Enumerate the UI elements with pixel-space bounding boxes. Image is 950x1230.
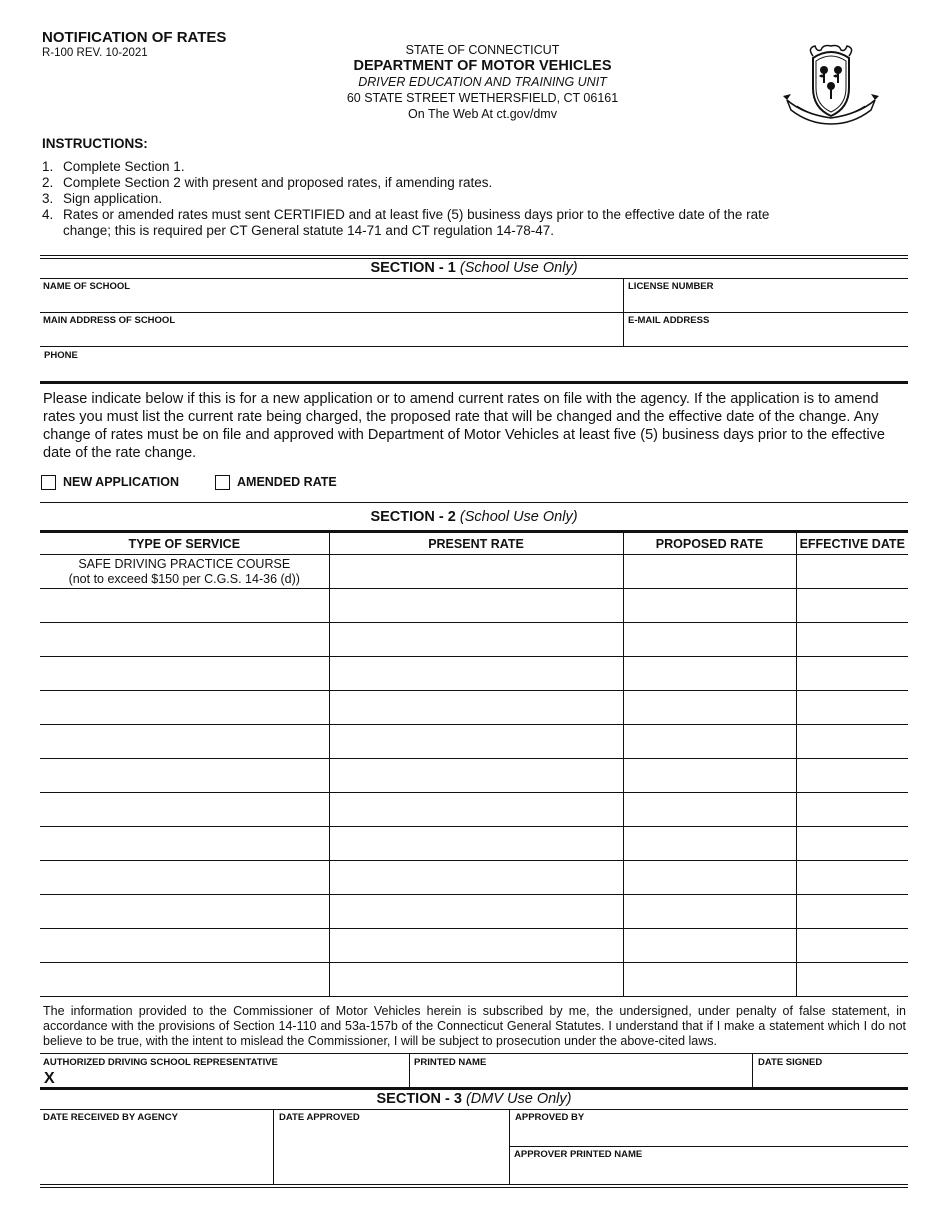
instruction-item: 4. Rates or amended rates must sent CERTIFIED and at least five (5) business days prior to the effective date of the rate change; this is required per CT General statute 14-71 and CT regulation 14-78-47. [42,207,770,238]
divider [40,346,908,347]
explanation-paragraph: Please indicate below if this is for a new application or to amend current rates on file with the agency. If the application is to amend rates you must list the current rate being charged, the proposed rate that will be changed and the effective date of the change. Any change of rates must be on file and approved with Department of Motor Vehicles at least five (5) business days prior to the effective date of the rate change. [43,391,885,461]
present-rate-cell[interactable] [329,657,623,691]
divider [40,1053,908,1054]
section-2-title: SECTION - 2 (School Use Only) [370,509,578,525]
representative-label: AUTHORIZED DRIVING SCHOOL REPRESENTATIVE [43,1057,278,1068]
agency-header [300,42,665,122]
form-revision: R-100 REV. 10-2021 [42,47,148,59]
printed-name-label: PRINTED NAME [414,1057,487,1068]
type-of-service-cell[interactable] [40,759,329,793]
email-address-label: E-MAIL ADDRESS [628,315,710,326]
main-address-field[interactable] [40,326,620,346]
effective-date-cell[interactable] [796,963,908,997]
table-row [40,555,908,589]
type-of-service-cell[interactable] [40,963,329,997]
type-of-service-cell[interactable] [40,895,329,929]
present-rate-cell[interactable] [329,895,623,929]
proposed-rate-cell[interactable] [623,691,796,725]
type-of-service-cell[interactable] [40,657,329,691]
table-row [40,691,908,725]
proposed-rate-cell[interactable] [623,589,796,623]
type-of-service-cell[interactable] [40,725,329,759]
present-rate-cell[interactable] [329,759,623,793]
date-signed-label: DATE SIGNED [758,1057,823,1068]
effective-date-cell[interactable] [796,827,908,861]
effective-date-cell[interactable] [796,759,908,793]
divider [509,1146,908,1147]
divider [273,1109,274,1184]
present-rate-cell[interactable] [329,929,623,963]
proposed-rate-cell[interactable] [623,895,796,929]
effective-date-cell[interactable] [796,793,908,827]
type-of-service-cell[interactable] [40,589,329,623]
present-rate-cell[interactable] [329,861,623,895]
present-rate-cell[interactable] [329,827,623,861]
divider [409,1053,410,1088]
proposed-rate-cell[interactable] [623,623,796,657]
instructions-heading: INSTRUCTIONS: [42,136,148,151]
effective-date-cell[interactable] [796,623,908,657]
effective-date-cell[interactable] [796,555,908,589]
present-rate-header: PRESENT RATE [329,532,623,555]
table-row [40,759,908,793]
license-number-field[interactable] [625,292,907,312]
table-row [40,623,908,657]
proposed-rate-cell[interactable] [623,827,796,861]
effective-date-header: EFFECTIVE DATE [796,532,908,555]
name-of-school-label: NAME OF SCHOOL [43,281,131,292]
license-number-label: LICENSE NUMBER [628,281,714,292]
table-row [40,793,908,827]
thick-divider [40,1087,908,1090]
table-row [40,895,908,929]
rates-table [40,530,908,997]
table-row [40,725,908,759]
approved-by-label: APPROVED BY [515,1112,585,1123]
date-approved-label: DATE APPROVED [279,1112,360,1123]
instruction-item: 3. Sign application. [42,191,163,206]
divider [40,502,908,503]
new-application-checkbox[interactable] [41,475,56,490]
date-signed-field[interactable] [756,1068,906,1086]
effective-date-cell[interactable] [796,589,908,623]
amended-rate-label: AMENDED RATE [237,475,337,489]
divider [40,1109,908,1110]
table-header-row [40,532,908,555]
thick-divider [40,381,908,384]
proposed-rate-cell[interactable] [623,657,796,691]
type-of-service-cell[interactable] [40,827,329,861]
section-3-title: SECTION - 3 (DMV Use Only) [376,1091,572,1107]
proposed-rate-cell[interactable] [623,759,796,793]
type-of-service-cell: SAFE DRIVING PRACTICE COURSE (not to exceed $150 per C.G.S. 14-36 (d)) [40,555,329,589]
proposed-rate-cell[interactable] [623,725,796,759]
proposed-rate-cell[interactable] [623,929,796,963]
instructions-list [42,159,802,239]
effective-date-cell[interactable] [796,895,908,929]
section-1-title: SECTION - 1 (School Use Only) [370,260,578,276]
table-row [40,827,908,861]
type-of-service-cell[interactable] [40,691,329,725]
phone-label: PHONE [44,350,78,361]
present-rate-cell[interactable] [329,691,623,725]
divider [40,1187,908,1188]
main-address-label: MAIN ADDRESS OF SCHOOL [43,315,176,326]
proposed-rate-header: PROPOSED RATE [623,532,796,555]
phone-field[interactable] [40,361,620,379]
divider [40,312,908,313]
divider [40,255,908,256]
present-rate-cell[interactable] [329,725,623,759]
effective-date-cell[interactable] [796,929,908,963]
divider [752,1053,753,1088]
type-of-service-cell[interactable] [40,623,329,657]
table-row [40,657,908,691]
proposed-rate-cell[interactable] [623,861,796,895]
effective-date-cell[interactable] [796,657,908,691]
effective-date-cell[interactable] [796,691,908,725]
type-of-service-cell[interactable] [40,793,329,827]
unit-name: DRIVER EDUCATION AND TRAINING UNIT [358,75,607,89]
type-of-service-header: TYPE OF SERVICE [40,532,329,555]
agency-address: 60 STATE STREET WETHERSFIELD, CT 06161 [346,91,619,105]
signature-x-mark: X [44,1070,55,1087]
form-title: NOTIFICATION OF RATES [42,29,227,46]
present-rate-cell[interactable] [329,963,623,997]
present-rate-cell[interactable] [329,555,623,589]
effective-date-cell[interactable] [796,861,908,895]
present-rate-cell[interactable] [329,623,623,657]
instruction-item: 1. Complete Section 1. [42,159,185,174]
printed-name-field[interactable] [412,1068,748,1086]
proposed-rate-cell[interactable] [623,963,796,997]
proposed-rate-cell[interactable] [623,555,796,589]
table-row [40,589,908,623]
agency-web: On The Web At ct.gov/dmv [408,107,557,121]
new-application-label: NEW APPLICATION [63,475,179,489]
date-received-label: DATE RECEIVED BY AGENCY [43,1112,178,1123]
present-rate-cell[interactable] [329,793,623,827]
approver-printed-name-label: APPROVER PRINTED NAME [514,1149,643,1160]
representative-signature-field[interactable] [62,1068,402,1086]
state-seal-icon [783,44,879,126]
table-row [40,929,908,963]
state-name: STATE OF CONNECTICUT [405,43,560,57]
proposed-rate-cell[interactable] [623,793,796,827]
table-row [40,963,908,997]
present-rate-cell[interactable] [329,589,623,623]
instruction-item: 2. Complete Section 2 with present and proposed rates, if amending rates. [42,175,493,190]
effective-date-cell[interactable] [796,725,908,759]
table-row [40,861,908,895]
amended-rate-checkbox[interactable] [215,475,230,490]
name-of-school-field[interactable] [40,292,620,312]
divider [40,258,908,259]
email-address-field[interactable] [625,326,907,346]
department-name: DEPARTMENT OF MOTOR VEHICLES [353,58,612,74]
type-of-service-cell[interactable] [40,861,329,895]
type-of-service-cell[interactable] [40,929,329,963]
divider [40,278,908,279]
divider [40,1184,908,1185]
declaration-text: The information provided to the Commissioner of Motor Vehicles herein is subscribed by me, the undersigned, under penalty of false statement, in accordance with the provisions of Section 14-110 and 53a-157b of the Connecticut General Statutes. I understand that if I make a statement which I do not believe to be true, with the intent to mislead the Commissioner, I will be subject to prosecution under the above-cited laws. [43,1004,906,1048]
